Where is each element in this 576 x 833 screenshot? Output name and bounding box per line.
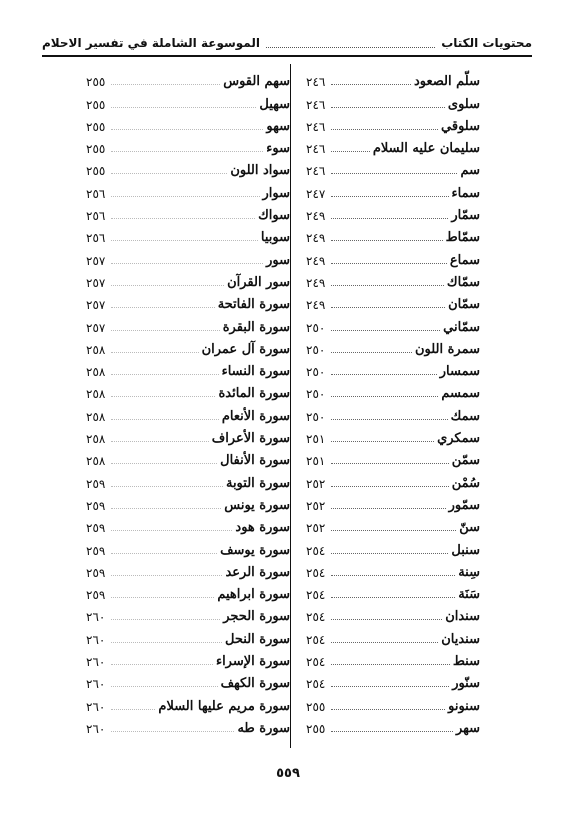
index-entry [306, 356, 480, 378]
entry-term: سمّاني [443, 319, 480, 335]
dot-leader [111, 441, 209, 442]
dot-leader [111, 419, 219, 420]
entry-term: سليمان عليه السلام [372, 141, 480, 157]
dot-leader [111, 374, 219, 375]
dot-leader [111, 709, 155, 710]
dot-leader [331, 463, 449, 464]
entry-term: سنونو [448, 698, 480, 714]
entry-term: سمّاك [446, 274, 480, 290]
index-entry [86, 244, 290, 266]
dot-leader [111, 285, 224, 286]
entry-term: سوار [262, 185, 290, 201]
entry-page-number: ٢٥٦ [86, 209, 106, 224]
index-entry [86, 66, 290, 88]
dot-leader [331, 107, 445, 108]
index-entry [86, 400, 290, 422]
index-entry [306, 490, 480, 512]
running-header [42, 34, 532, 52]
entry-page-number: ٢٦٠ [86, 610, 106, 625]
entry-page-number: ٢٥٥ [86, 142, 106, 157]
entry-page-number: ٢٥٤ [306, 655, 326, 670]
dot-leader [111, 530, 232, 531]
entry-page-number: ٢٥٧ [86, 275, 106, 290]
index-entry [306, 534, 480, 556]
entry-page-number: ٢٥٧ [86, 298, 106, 313]
dot-leader [331, 508, 446, 509]
dot-leader [331, 575, 455, 576]
entry-page-number: ٢٦٠ [86, 677, 106, 692]
entry-page-number: ٢٥٩ [86, 498, 106, 513]
entry-term: سمسم [441, 386, 480, 402]
index-entry [86, 133, 290, 155]
index-entry [306, 445, 480, 467]
dot-leader [111, 463, 217, 464]
index-entry [306, 311, 480, 333]
entry-page-number: ٢٤٦ [306, 97, 326, 112]
entry-term: سمّار [451, 208, 480, 224]
entry-term: سورة التوبة [225, 475, 290, 491]
index-entry [86, 356, 290, 378]
entry-page-number: ٢٤٩ [306, 231, 326, 246]
index-entry [86, 111, 290, 133]
entry-page-number: ٢٥٨ [86, 387, 106, 402]
dot-leader [111, 396, 215, 397]
entry-page-number: ٢٥٥ [306, 699, 326, 714]
entry-page-number: ٢٥٨ [86, 365, 106, 380]
dot-leader [111, 107, 256, 108]
entry-page-number: ٢٥٩ [86, 588, 106, 603]
entry-term: سور القرآن [227, 274, 290, 290]
index-entry [306, 66, 480, 88]
entry-page-number: ٢٥٥ [86, 97, 106, 112]
entry-term: سورة مريم عليها السلام [158, 698, 290, 714]
entry-term: سورة الكهف [220, 676, 290, 692]
entry-page-number: ٢٥٢ [306, 498, 326, 513]
entry-page-number: ٢٥٨ [86, 409, 106, 424]
dot-leader [331, 352, 412, 353]
dot-leader [111, 553, 217, 554]
entry-term: سمّاط [445, 230, 480, 246]
entry-page-number: ٢٥٠ [306, 342, 326, 357]
entry-term: سندان [445, 609, 480, 625]
entry-term: سماع [449, 252, 480, 268]
index-entry [86, 267, 290, 289]
dot-leader [331, 709, 445, 710]
dot-leader [331, 240, 443, 241]
dot-leader [331, 419, 448, 420]
index-entry [306, 222, 480, 244]
index-entry [86, 334, 290, 356]
entry-page-number: ٢٥٥ [86, 164, 106, 179]
dot-leader [331, 441, 434, 442]
entry-term: سورة المائدة [218, 386, 290, 402]
entry-page-number: ٢٥٤ [306, 543, 326, 558]
dot-leader [331, 686, 449, 687]
dot-leader [331, 374, 437, 375]
index-entry [306, 557, 480, 579]
entry-term: سورة الرعد [225, 564, 290, 580]
index-entry [306, 579, 480, 601]
entry-term: سوبيا [260, 230, 290, 246]
entry-page-number: ٢٥٨ [86, 342, 106, 357]
entry-term: سورة البقرة [222, 319, 290, 335]
entry-page-number: ٢٥٨ [86, 432, 106, 447]
header-rule [42, 55, 532, 57]
index-entry [306, 289, 480, 311]
dot-leader [331, 530, 456, 531]
entry-term: سماء [451, 185, 480, 201]
dot-leader [111, 84, 220, 85]
entry-page-number: ٢٤٧ [306, 186, 326, 201]
dot-leader [111, 731, 234, 732]
index-entry [86, 200, 290, 222]
dot-leader [111, 352, 199, 353]
index-entry [306, 467, 480, 489]
entry-page-number: ٢٥٦ [86, 231, 106, 246]
entry-term: سلّم الصعود [414, 74, 480, 90]
index-entry [306, 423, 480, 445]
dot-leader [111, 173, 227, 174]
entry-term: سورة النحل [225, 631, 290, 647]
dot-leader [331, 129, 438, 130]
header-book-title: الموسوعة الشاملة في تفسير الاحلام [42, 36, 260, 50]
entry-page-number: ٢٥٩ [86, 543, 106, 558]
entry-term: سنديان [441, 631, 480, 647]
header-book-section: محتويات الكتاب [441, 36, 532, 50]
entry-page-number: ٢٥٠ [306, 320, 326, 335]
dot-leader [111, 263, 263, 264]
entry-term: سورة آل عمران [201, 341, 290, 357]
dot-leader [331, 218, 448, 219]
index-entry [306, 400, 480, 422]
entry-page-number: ٢٥٤ [306, 565, 326, 580]
index-entry [86, 222, 290, 244]
index-entry [86, 423, 290, 445]
dot-leader [111, 642, 222, 643]
dot-leader [111, 619, 220, 620]
dot-leader [331, 263, 447, 264]
index-entry [86, 579, 290, 601]
entry-term: سم [460, 163, 480, 179]
entry-page-number: ٢٥٤ [306, 677, 326, 692]
entry-page-number: ٢٦٠ [86, 721, 106, 736]
index-entry [306, 200, 480, 222]
index-entry [306, 111, 480, 133]
index-entry [306, 378, 480, 400]
entry-term: سنّ [459, 520, 480, 536]
dot-leader [331, 486, 449, 487]
index-entry [306, 713, 480, 735]
entry-page-number: ٢٦٠ [86, 632, 106, 647]
index-entry [306, 88, 480, 110]
entry-page-number: ٢٥٦ [86, 186, 106, 201]
entry-term: سورة الأنعام [221, 408, 290, 424]
index-entry [306, 512, 480, 534]
entry-page-number: ٢٥٩ [86, 565, 106, 580]
entry-page-number: ٢٥٤ [306, 610, 326, 625]
entry-page-number: ٢٥٥ [306, 721, 326, 736]
entry-page-number: ٢٥١ [306, 432, 326, 447]
index-entry [86, 690, 290, 712]
index-entry [86, 623, 290, 645]
entry-term: سمّان [448, 297, 480, 313]
index-column-left [86, 66, 290, 735]
index-column-right [306, 66, 480, 735]
index-entry [306, 155, 480, 177]
entry-page-number: ٢٥٢ [306, 521, 326, 536]
entry-term: سورة ابراهيم [217, 587, 290, 603]
entry-term: سلوى [447, 96, 480, 112]
index-entry [306, 646, 480, 668]
dot-leader [331, 285, 444, 286]
entry-term: سُمْن [451, 475, 480, 491]
header-dot-leader [266, 38, 435, 48]
index-entry [86, 646, 290, 668]
entry-page-number: ٢٤٦ [306, 75, 326, 90]
dot-leader [331, 642, 438, 643]
entry-page-number: ٢٥٥ [86, 75, 106, 90]
column-divider [290, 64, 291, 748]
dot-leader [331, 84, 411, 85]
entry-term: سهيل [259, 96, 290, 112]
entry-page-number: ٢٤٦ [306, 164, 326, 179]
entry-term: سمكري [437, 431, 480, 447]
page-number: ٥٥٩ [276, 766, 300, 781]
index-entry [86, 445, 290, 467]
index-entry [306, 244, 480, 266]
index-entry [86, 88, 290, 110]
entry-page-number: ٢٥٧ [86, 320, 106, 335]
entry-term: سنبل [451, 542, 480, 558]
dot-leader [111, 686, 218, 687]
entry-term: سمّن [451, 453, 480, 469]
dot-leader [111, 151, 263, 152]
index-entry [86, 557, 290, 579]
entry-page-number: ٢٥٠ [306, 365, 326, 380]
index-entry [86, 534, 290, 556]
entry-term: سور [266, 252, 290, 268]
entry-page-number: ٢٥٧ [86, 253, 106, 268]
entry-term: سِنة [458, 564, 480, 580]
entry-term: سورة الأعراف [211, 431, 290, 447]
dot-leader [111, 575, 222, 576]
entry-page-number: ٢٥٠ [306, 409, 326, 424]
entry-page-number: ٢٤٩ [306, 253, 326, 268]
dot-leader [331, 597, 455, 598]
index-entry [86, 512, 290, 534]
dot-leader [331, 307, 445, 308]
dot-leader [331, 330, 440, 331]
entry-page-number: ٢٦٠ [86, 655, 106, 670]
entry-term: سورة يونس [224, 497, 290, 513]
dot-leader [111, 508, 221, 509]
entry-term: سورة هود [235, 520, 290, 536]
dot-leader [331, 619, 442, 620]
entry-term: سورة الإسراء [215, 654, 290, 670]
entry-page-number: ٢٦٠ [86, 699, 106, 714]
entry-page-number: ٢٤٦ [306, 119, 326, 134]
dot-leader [331, 151, 370, 152]
entry-term: سهو [266, 118, 290, 134]
index-entry [86, 713, 290, 735]
index-entry [86, 155, 290, 177]
entry-term: سمّور [448, 497, 480, 513]
dot-leader [111, 486, 223, 487]
entry-term: سورة الأنفال [220, 453, 290, 469]
dot-leader [111, 307, 215, 308]
dot-leader [331, 196, 449, 197]
entry-term: سوء [266, 141, 290, 157]
index-entry [86, 601, 290, 623]
entry-term: سنّور [452, 676, 480, 692]
entry-page-number: ٢٥٩ [86, 476, 106, 491]
index-entry [86, 467, 290, 489]
index-entry [86, 311, 290, 333]
index-entry [306, 334, 480, 356]
index-entry [306, 133, 480, 155]
dot-leader [331, 553, 448, 554]
entry-term: سمسار [439, 364, 480, 380]
entry-term: سنط [452, 654, 480, 670]
entry-term: سورة طه [237, 720, 290, 736]
index-entry [306, 601, 480, 623]
entry-term: سواد اللون [230, 163, 290, 179]
index-entry [86, 378, 290, 400]
dot-leader [111, 664, 213, 665]
entry-page-number: ٢٥٤ [306, 588, 326, 603]
entry-page-number: ٢٥٨ [86, 454, 106, 469]
entry-page-number: ٢٥٢ [306, 476, 326, 491]
index-entry [306, 690, 480, 712]
entry-page-number: ٢٥٤ [306, 632, 326, 647]
index-entry [86, 177, 290, 199]
index-entry [306, 177, 480, 199]
entry-term: سورة الحجر [223, 609, 290, 625]
entry-term: سواك [258, 208, 290, 224]
entry-page-number: ٢٥٩ [86, 521, 106, 536]
entry-page-number: ٢٥١ [306, 454, 326, 469]
entry-page-number: ٢٤٩ [306, 209, 326, 224]
entry-page-number: ٢٤٩ [306, 298, 326, 313]
dot-leader [111, 240, 258, 241]
dot-leader [111, 218, 255, 219]
dot-leader [111, 196, 260, 197]
entry-term: سورة يوسف [220, 542, 290, 558]
index-entry [86, 289, 290, 311]
entry-term: سمرة اللون [414, 341, 480, 357]
entry-term: سهم القوس [223, 74, 290, 90]
entry-term: سلوقي [441, 118, 480, 134]
index-entry [86, 668, 290, 690]
dot-leader [111, 330, 220, 331]
entry-term: سمك [450, 408, 480, 424]
index-entry [86, 490, 290, 512]
index-entry [306, 668, 480, 690]
index-entry [306, 267, 480, 289]
entry-page-number: ٢٥٥ [86, 119, 106, 134]
dot-leader [331, 731, 453, 732]
entry-term: سهر [455, 720, 480, 736]
entry-term: سورة الفاتحة [217, 297, 290, 313]
dot-leader [111, 597, 214, 598]
index-entry [306, 623, 480, 645]
entry-term: سَنَة [458, 587, 480, 603]
entry-page-number: ٢٥٠ [306, 387, 326, 402]
entry-page-number: ٢٤٩ [306, 275, 326, 290]
entry-page-number: ٢٤٦ [306, 142, 326, 157]
dot-leader [111, 129, 263, 130]
dot-leader [331, 396, 438, 397]
dot-leader [331, 664, 450, 665]
entry-term: سورة النساء [221, 364, 290, 380]
dot-leader [331, 173, 457, 174]
